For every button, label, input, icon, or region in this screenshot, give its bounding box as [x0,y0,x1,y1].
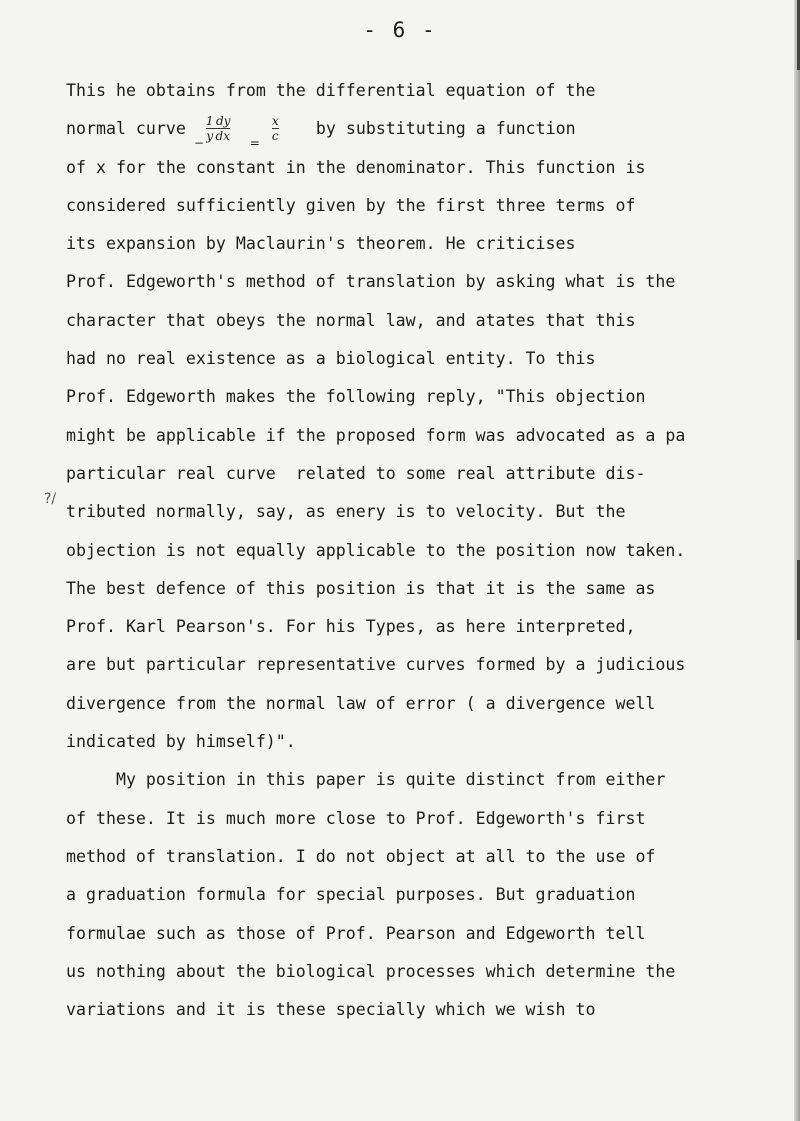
formula-equals: = [249,135,260,150]
formula-denominator-c: c [271,128,279,143]
text-line: tributed normally, say, as enery is to velocity. But the [66,502,626,522]
text-line: had no real existence as a biological entity. To this [66,349,596,369]
formula-numerator-dy: dy [215,113,231,128]
text-line: method of translation. I do not object at all to the use of [66,846,656,866]
text-line: us nothing about the biological processes which determine the [66,961,676,981]
text-line: The best defence of this position is that it is the same as [66,578,656,598]
text-line: are but particular representative curves formed by a judicious [66,655,686,675]
text-line: of these. It is much more close to Prof. Edgeworth's first [66,808,646,828]
text-line: considered sufficiently given by the first three terms of [66,195,636,215]
text-line: might be applicable if the proposed form was advocated as a pa [66,425,686,445]
formula-minus: − [193,135,204,150]
document-body [66,72,792,1029]
text-line: This he obtains from the differential equation of the [66,81,596,100]
text-line: objection is not equally applicable to the position now taken. [66,540,686,560]
text-line: Prof. Edgeworth's method of translation by asking what is the [66,272,676,292]
formula-denominator-dx: dx [215,128,230,143]
text-line-with-formula [66,110,792,148]
text-segment: normal curve [66,119,186,139]
text-line: character that obeys the normal law, and atates that this [66,310,636,330]
text-segment: by substituting a function [315,119,576,139]
text-line: of x for the constant in the denominator. This function is [66,157,646,177]
page-number: - 6 - [363,18,437,42]
text-line: Prof. Edgeworth makes the following reply, "This objection [66,387,646,407]
text-line: its expansion by Maclaurin's theorem. He criticises [66,234,576,254]
text-line: Prof. Karl Pearson's. For his Types, as here interpreted, [66,617,636,637]
formula-numerator-1: 1 [205,113,214,128]
text-line: divergence from the normal law of error ( a divergence well [66,693,656,713]
formula-numerator-x: x [271,113,279,128]
differential-equation-formula [186,113,296,150]
text-line: formulae such as those of Prof. Pearson and Edgeworth tell [66,923,646,943]
paragraph-start-line: My position in this paper is quite distinct from either [66,770,666,790]
margin-annotation: ?/ [44,491,57,507]
text-line: indicated by himself)". [66,732,296,752]
text-line: particular real curve related to some real attribute dis- [66,463,646,483]
formula-denominator-y: y [206,128,214,143]
formula-fraction-left [206,115,231,142]
formula-fraction-right [272,115,279,142]
text-line: a graduation formula for special purposes. But graduation [66,885,636,905]
text-line: variations and it is these specially which we wish to [66,1000,596,1020]
